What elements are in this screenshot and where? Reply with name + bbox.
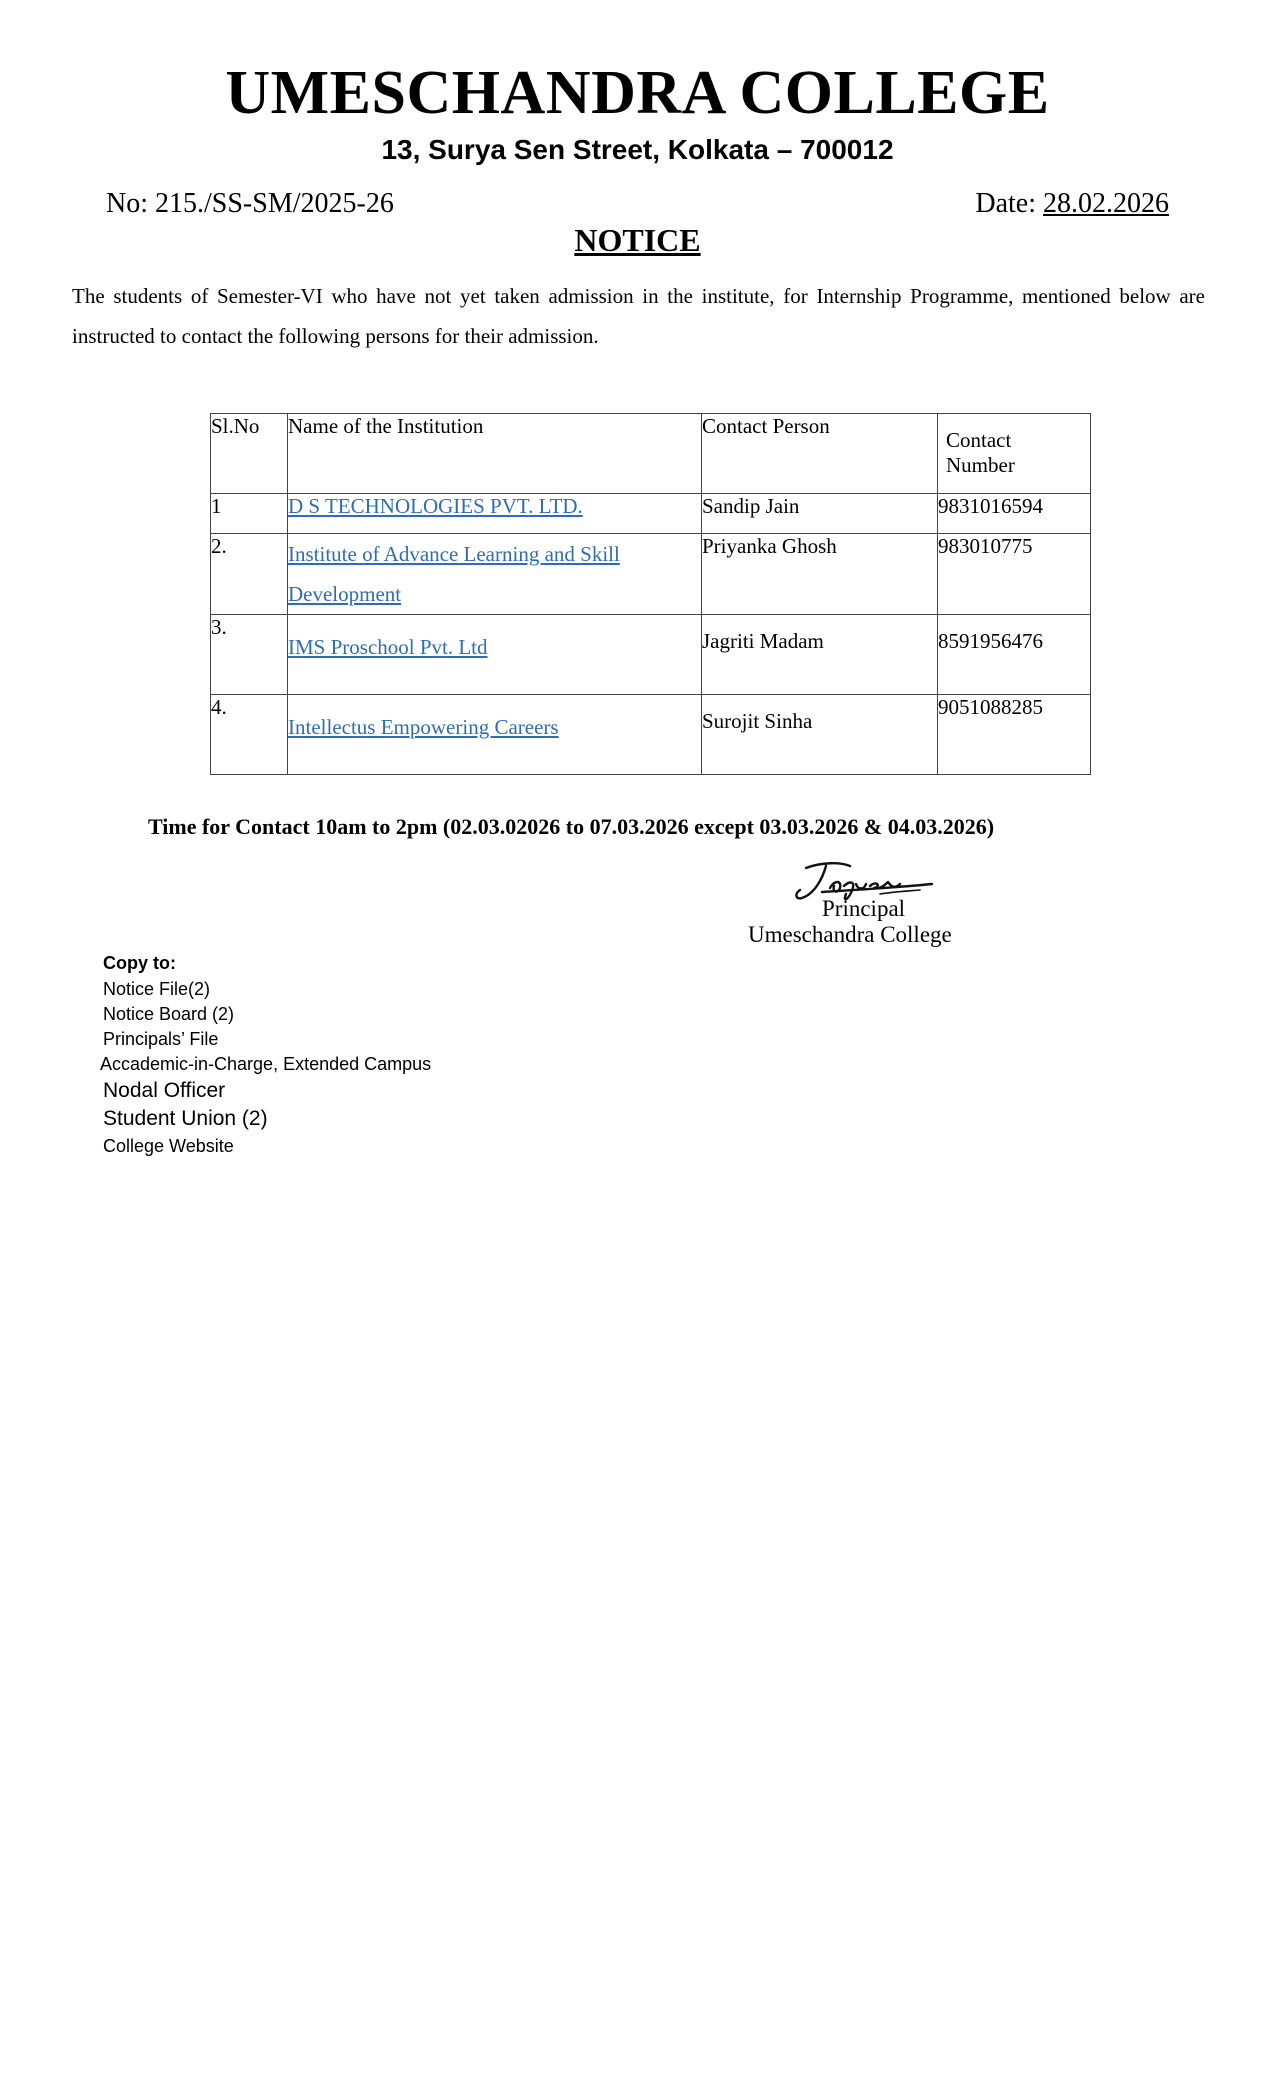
row-contact-number: 9831016594 (938, 494, 1091, 534)
institution-link[interactable]: Institute of Advance Learning and Skill Development (288, 542, 620, 606)
row-contact-person: Priyanka Ghosh (702, 534, 938, 615)
row-sl-no: 2. (211, 534, 288, 615)
institution-link[interactable]: Intellectus Empowering Careers (288, 715, 559, 739)
contact-table (210, 413, 1091, 775)
copy-to-item: Notice File(2) (103, 979, 211, 999)
row-contact-person: Surojit Sinha (702, 695, 938, 775)
notice-intro: The students of Semester-VI who have not yet taken admission in the institute, for Internship Programme, mentioned below are instructed to contact the following persons for their admission. (72, 284, 1205, 348)
row-institution (288, 494, 702, 534)
row-institution (288, 534, 702, 615)
header-sl-no: Sl.No (211, 414, 288, 494)
table-row (211, 615, 1091, 695)
college-address: 13, Surya Sen Street, Kolkata – 700012 (381, 134, 894, 165)
table-row (211, 494, 1091, 534)
reference-number: No: 215./SS-SM/2025-26 (106, 188, 394, 219)
row-contact-number: 983010775 (938, 534, 1091, 615)
date-label: Date: (975, 188, 1043, 219)
contact-time: Time for Contact 10am to 2pm (02.03.02026 to 07.03.2026 except 03.03.2026 & 04.03.2026) (148, 814, 995, 839)
signatory-college: Umeschandra College (748, 922, 952, 947)
row-sl-no: 1 (211, 494, 288, 534)
row-sl-no: 4. (211, 695, 288, 775)
signatory-title: Principal (822, 896, 906, 921)
copy-to-item: Notice Board (2) (103, 1004, 235, 1024)
row-contact-number: 8591956476 (938, 615, 1091, 695)
notice-title: NOTICE (574, 222, 701, 258)
institution-link[interactable]: IMS Proschool Pvt. Ltd (288, 635, 488, 659)
table-row (211, 534, 1091, 615)
institution-link[interactable]: D S TECHNOLOGIES PVT. LTD. (288, 494, 583, 518)
college-name: UMESCHANDRA COLLEGE (225, 59, 1050, 127)
row-sl-no: 3. (211, 615, 288, 695)
header-institution: Name of the Institution (288, 414, 702, 494)
copy-to-item: Principals’ File (103, 1029, 219, 1049)
copy-to-item: Student Union (2) (103, 1107, 268, 1130)
copy-to-heading: Copy to: (103, 953, 176, 973)
row-contact-person: Sandip Jain (702, 494, 938, 534)
copy-to-item: Nodal Officer (103, 1079, 226, 1102)
table-row (211, 695, 1091, 775)
header-contact-number: Contact Number (938, 414, 1091, 494)
table-header-row (211, 414, 1091, 494)
copy-to-item: Accademic-in-Charge, Extended Campus (100, 1054, 432, 1074)
copy-to-item: College Website (103, 1136, 234, 1156)
row-contact-number: 9051088285 (938, 695, 1091, 775)
row-contact-person: Jagriti Madam (702, 615, 938, 695)
notice-date (975, 188, 1169, 220)
header-contact-person: Contact Person (702, 414, 938, 494)
row-institution (288, 695, 702, 775)
date-value: 28.02.2026 (1043, 188, 1169, 219)
row-institution (288, 615, 702, 695)
